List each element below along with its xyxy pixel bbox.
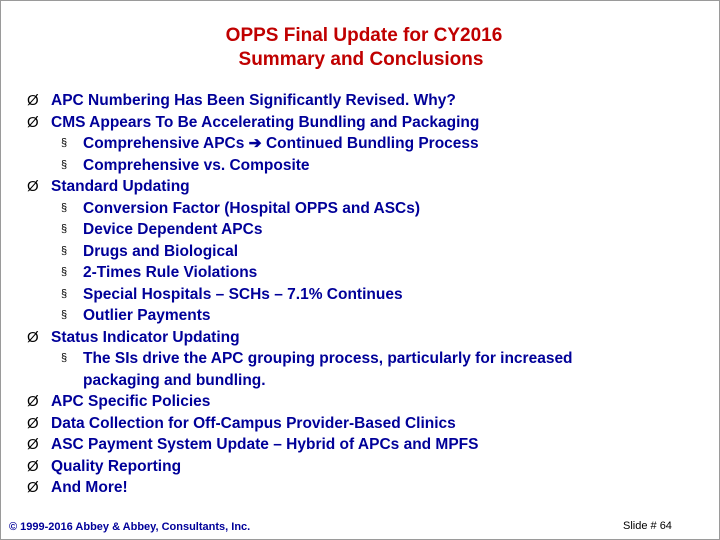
list-item bbox=[1, 413, 720, 435]
list-item-text: And More! bbox=[51, 479, 128, 496]
arrow-bullet-icon: Ø bbox=[27, 393, 39, 410]
list-item-text: The SIs drive the APC grouping process, particularly for increased bbox=[83, 350, 573, 367]
list-item bbox=[1, 477, 720, 499]
list-item bbox=[1, 456, 720, 478]
slide-title: OPPS Final Update for CY2016 bbox=[225, 25, 503, 46]
arrow-bullet-icon: Ø bbox=[27, 328, 39, 346]
list-item-text: APC Specific Policies bbox=[51, 393, 211, 410]
list-item bbox=[1, 176, 720, 198]
sub-list-item bbox=[1, 370, 720, 392]
list-item-text: CMS Appears To Be Accelerating Bundling and Packaging bbox=[51, 113, 480, 131]
sub-list-item bbox=[1, 262, 720, 284]
copyright-footer: © 1999-2016 Abbey & Abbey, Consultants, Inc. bbox=[9, 521, 251, 533]
sub-list-item bbox=[1, 155, 720, 177]
list-item bbox=[1, 391, 720, 413]
list-item bbox=[1, 112, 720, 134]
arrow-bullet-icon: Ø bbox=[27, 92, 39, 109]
list-item bbox=[1, 327, 720, 349]
list-item-text: Device Dependent APCs bbox=[83, 221, 263, 238]
sub-list-item bbox=[1, 284, 720, 306]
sub-list-item bbox=[1, 305, 720, 327]
sub-list-item bbox=[1, 198, 720, 220]
section-bullet-icon: § bbox=[61, 266, 68, 278]
list-item-text: Comprehensive APCs ➔ Continued Bundling Process bbox=[83, 135, 479, 152]
arrow-bullet-icon: Ø bbox=[27, 178, 39, 195]
slide-number: Slide # 64 bbox=[623, 520, 672, 532]
list-item-text: Status Indicator Updating bbox=[51, 328, 240, 346]
list-item-text: Data Collection for Off-Campus Provider-Based Clinics bbox=[51, 414, 456, 432]
sub-list-item bbox=[1, 241, 720, 263]
list-item bbox=[1, 90, 720, 112]
arrow-bullet-icon: Ø bbox=[27, 113, 39, 131]
list-item-text: Comprehensive vs. Composite bbox=[83, 156, 310, 174]
sub-list-item bbox=[1, 133, 720, 155]
arrow-bullet-icon: Ø bbox=[27, 457, 39, 475]
list-item-text: Special Hospitals – SCHs – 7.1% Continues bbox=[83, 285, 403, 303]
slide-subtitle: Summary and Conclusions bbox=[238, 49, 484, 70]
section-bullet-icon: § bbox=[61, 287, 68, 300]
sub-list-item bbox=[1, 348, 720, 370]
list-item-text: 2-Times Rule Violations bbox=[83, 264, 258, 281]
list-item bbox=[1, 434, 720, 456]
section-bullet-icon: § bbox=[61, 137, 68, 149]
list-item-text: Outlier Payments bbox=[83, 307, 211, 324]
arrow-bullet-icon: Ø bbox=[27, 479, 39, 496]
section-bullet-icon: § bbox=[61, 309, 68, 321]
arrow-bullet-icon: Ø bbox=[27, 436, 39, 453]
list-item-text: APC Numbering Has Been Significantly Revised. Why? bbox=[51, 92, 456, 109]
list-item-text: packaging and bundling. bbox=[83, 371, 266, 389]
section-bullet-icon: § bbox=[61, 201, 68, 214]
list-item-text: Quality Reporting bbox=[51, 457, 182, 475]
section-bullet-icon: § bbox=[61, 244, 68, 257]
section-bullet-icon: § bbox=[61, 223, 68, 235]
bullet-list bbox=[1, 90, 720, 499]
list-item-text: Standard Updating bbox=[51, 178, 190, 195]
list-item-text: ASC Payment System Update – Hybrid of APCs and MPFS bbox=[51, 436, 479, 453]
section-bullet-icon: § bbox=[61, 158, 68, 171]
section-bullet-icon: § bbox=[61, 352, 68, 364]
list-item-text: Drugs and Biological bbox=[83, 242, 239, 260]
arrow-bullet-icon: Ø bbox=[27, 414, 39, 432]
list-item-text: Conversion Factor (Hospital OPPS and ASCs) bbox=[83, 199, 421, 217]
sub-list-item bbox=[1, 219, 720, 241]
